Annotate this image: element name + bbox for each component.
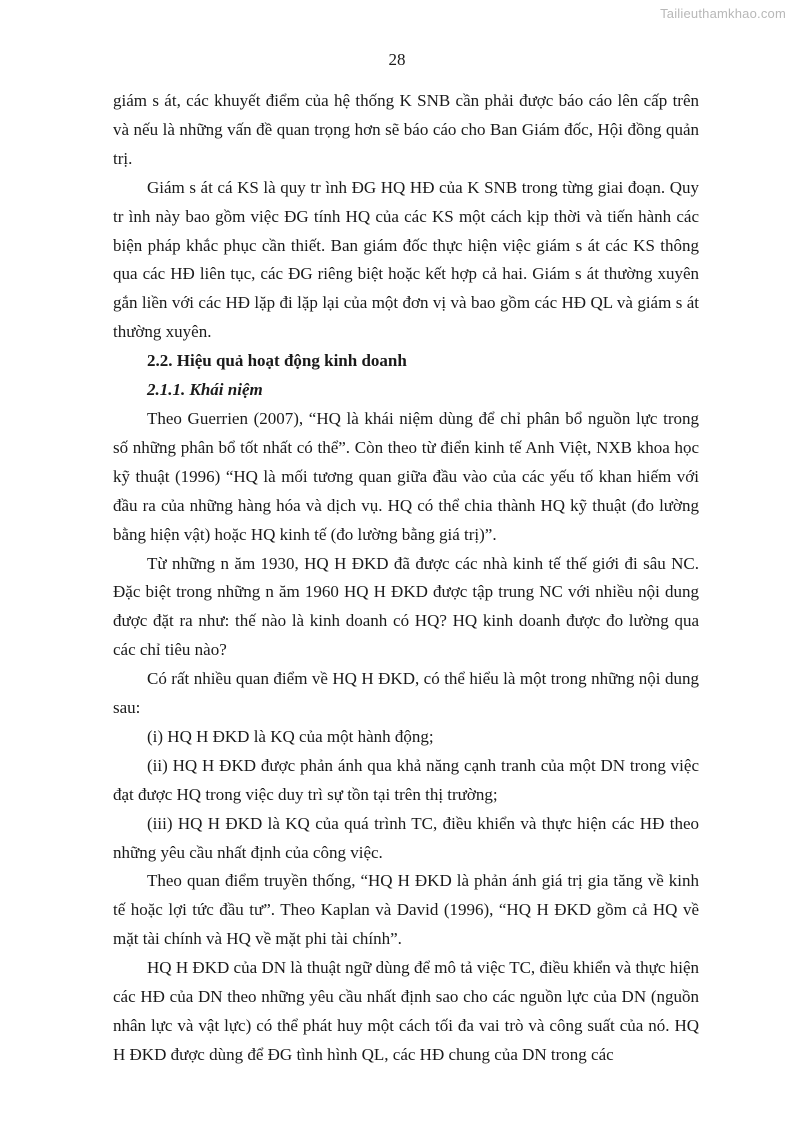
- watermark: Tailieuthamkhao.com: [660, 6, 786, 21]
- list-item: (ii) HQ H ĐKD được phản ánh qua khả năng cạnh tranh của một DN trong việc đạt được HQ trong việc duy trì sự tồn tại trên thị trường;: [113, 755, 699, 804]
- document-body: [113, 87, 699, 1070]
- paragraph: Theo Guerrien (2007), “HQ là khái niệm dùng để chỉ phân bổ nguồn lực trong số những phân bổ tốt nhất có thể”. Còn theo từ điển kinh tế Anh Việt, NXB khoa học kỹ thuật (1996) “HQ là mối tương quan giữa đầu vào của các yếu tố khan hiếm với đầu ra của những hàng hóa và dịch vụ. HQ có thể chia thành HQ kỹ thuật (đo lường bằng hiện vật) hoặc HQ kinh tế (đo lường bằng giá trị)”.: [113, 408, 699, 544]
- paragraph: Giám s át cá KS là quy tr ình ĐG HQ HĐ của K SNB trong từng giai đoạn. Quy tr ình này bao gồm việc ĐG tính HQ của các KS một cách kịp thời và tiến hành các biện pháp khắc phục cần thiết. Ban giám đốc thực hiện việc giám s át các KS thông qua các HĐ liên tục, các ĐG riêng biệt hoặc kết hợp cả hai. Giám s át thường xuyên gắn liền với các HĐ lặp đi lặp lại của một đơn vị và bao gồm các HĐ QL và giám s át thường xuyên.: [113, 177, 699, 342]
- section-heading: 2.2. Hiệu quả hoạt động kinh doanh: [147, 351, 407, 371]
- paragraph: Có rất nhiều quan điểm về HQ H ĐKD, có thể hiểu là một trong những nội dung sau:: [113, 669, 699, 718]
- subsection-heading: 2.1.1. Khái niệm: [147, 380, 263, 400]
- paragraph: giám s át, các khuyết điểm của hệ thống K SNB cần phải được báo cáo lên cấp trên và nếu là những vấn đề quan trọng hơn sẽ báo cáo cho Ban Giám đốc, Hội đồng quản trị.: [113, 91, 699, 168]
- list-item: (i) HQ H ĐKD là KQ của một hành động;: [147, 726, 434, 746]
- paragraph: HQ H ĐKD của DN là thuật ngữ dùng để mô tả việc TC, điều khiển và thực hiện các HĐ của DN theo những yêu cầu nhất định sao cho các nguồn lực của DN (nguồn nhân lực và vật lực) có thể phát huy một cách tối đa vai trò và công suất của nó. HQ H ĐKD được dùng để ĐG tình hình QL, các HĐ chung của DN trong các: [113, 958, 699, 1064]
- paragraph: Từ những n ăm 1930, HQ H ĐKD đã được các nhà kinh tế thế giới đi sâu NC. Đặc biệt trong những n ăm 1960 HQ H ĐKD được tập trung NC với nhiều nội dung được đặt ra như: thế nào là kinh doanh có HQ? HQ kinh doanh được đo lường qua các chỉ tiêu nào?: [113, 553, 699, 660]
- page-number: 28: [388, 50, 406, 69]
- list-item: (iii) HQ H ĐKD là KQ của quá trình TC, điều khiển và thực hiện các HĐ theo những yêu cầu nhất định của công việc.: [113, 813, 699, 862]
- paragraph: Theo quan điểm truyền thống, “HQ H ĐKD là phản ánh giá trị gia tăng về kinh tế hoặc lợi tức đầu tư”. Theo Kaplan và David (1996), “HQ H ĐKD gồm cả HQ về mặt tài chính và HQ về mặt phi tài chính”.: [113, 871, 699, 949]
